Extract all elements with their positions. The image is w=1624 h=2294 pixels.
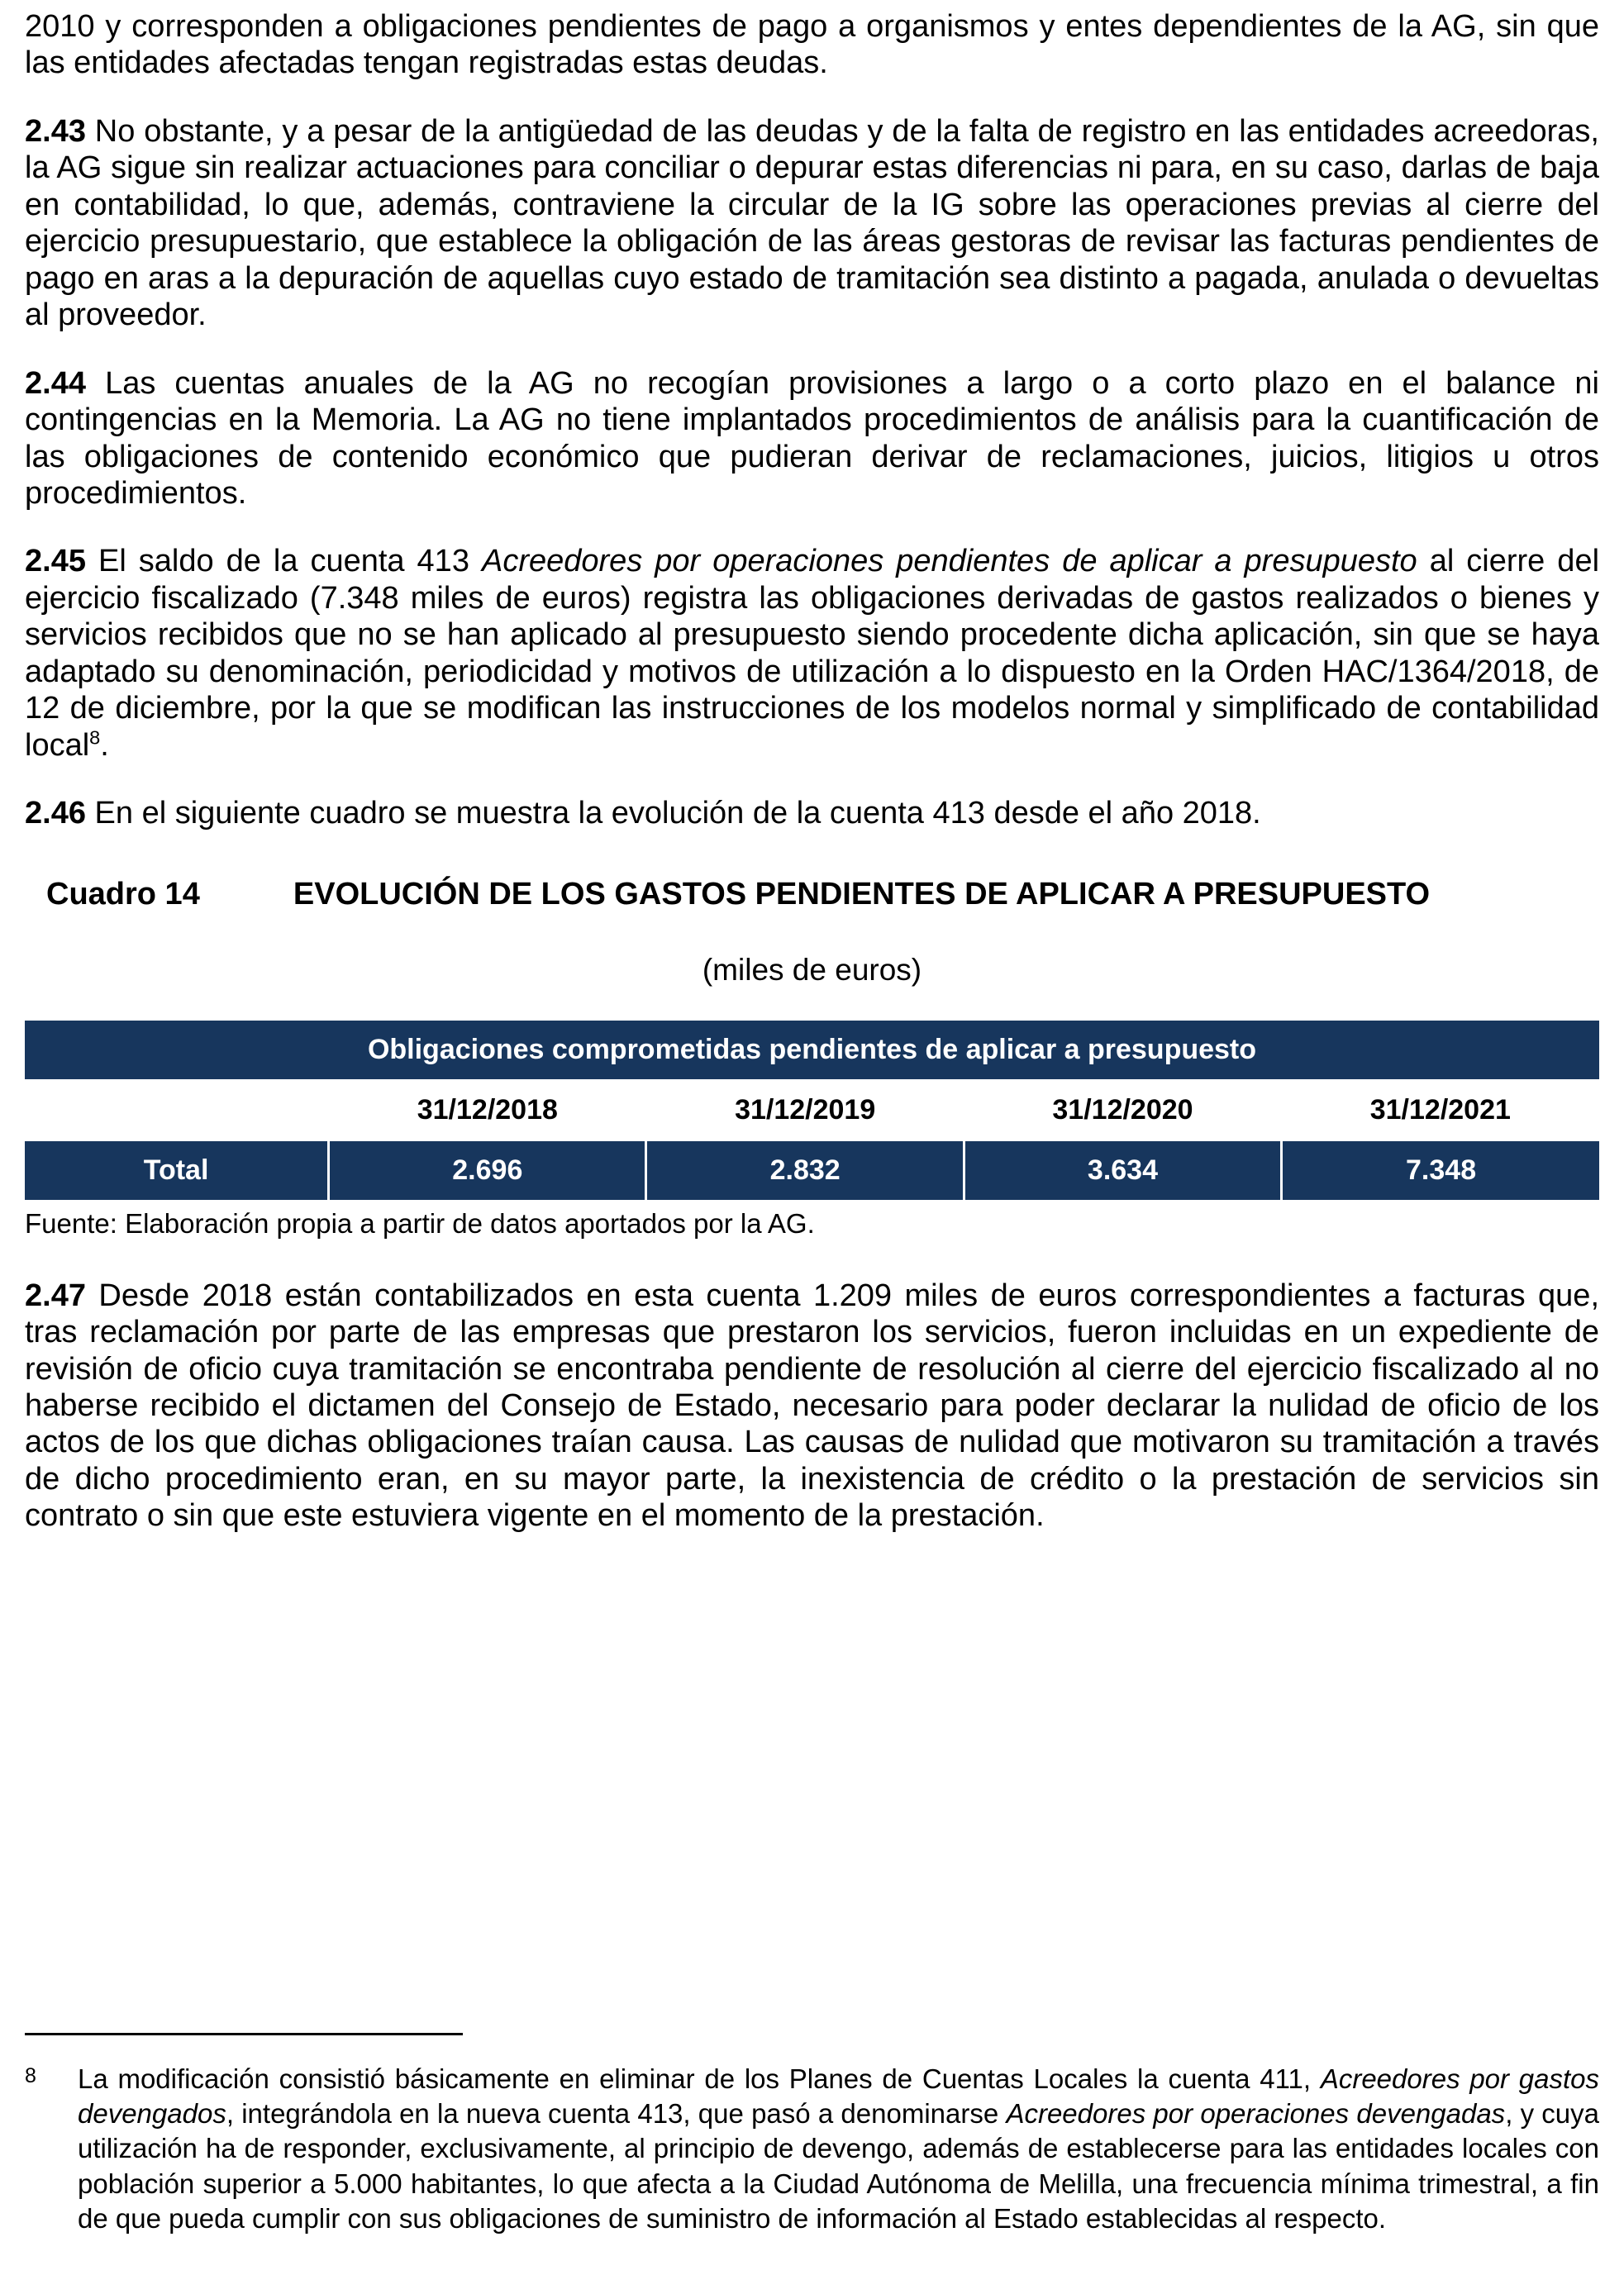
italic-account-term: Acreedores por operaciones devengadas: [1006, 2098, 1506, 2130]
paragraph-number: 2.44: [25, 365, 86, 401]
italic-account-term: Acreedores por operaciones pendientes de aplicar a presupuesto: [481, 544, 1417, 579]
paragraph-text: 2010 y corresponden a obligaciones pendientes de pago a organismos y entes dependientes de la AG, sin que las entidades afectadas tengan registradas estas deudas.: [25, 9, 1599, 81]
caption-title: EVOLUCIÓN DE LOS GASTOS PENDIENTES DE APLICAR A PRESUPUESTO: [293, 876, 1431, 911]
units-label: (miles de euros): [702, 952, 922, 987]
column-header-cell: 31/12/2020: [964, 1079, 1281, 1141]
footnote-number: 8: [25, 2063, 36, 2087]
column-header-cell: 31/12/2019: [646, 1079, 964, 1141]
table-caption: [25, 877, 1599, 915]
footnote-ref-8: 8: [89, 726, 101, 749]
paragraph-text: al cierre del ejercicio fiscalizado (7.348 miles de euros) registra las obligaciones derivadas de gastos realizados o bienes y servicios recibidos que no se han aplicado al presupuesto siendo procedente dicha aplicación, sin que se haya adaptado su denominación, periodicidad y motivos de utilización a lo dispuesto en la Orden HAC/1364/2018, de 12 de diciembre, por la que se modifican las instrucciones de los modelos normal y simplificado de contabilidad local: [25, 544, 1600, 763]
footnote: [25, 2033, 1599, 2236]
value-cell: 7.348: [1282, 1141, 1599, 1200]
value-cell: 3.634: [964, 1141, 1281, 1200]
paragraph-number: 2.46: [25, 796, 86, 831]
paragraph-text: En el siguiente cuadro se muestra la evolución de la cuenta 413 desde el año 2018.: [85, 796, 1261, 831]
table-source: Fuente: Elaboración propia a partir de datos aportados por la AG.: [25, 1207, 815, 1239]
paragraph-text: .: [100, 727, 109, 763]
empty-corner-cell: [25, 1079, 329, 1141]
paragraph-2-47: [25, 1278, 1599, 1535]
caption-label: Cuadro 14: [46, 876, 200, 911]
column-header-cell: 31/12/2021: [1282, 1079, 1599, 1141]
value-cell: 2.696: [329, 1141, 646, 1200]
paragraph-2-45: [25, 543, 1599, 764]
footnote-text: [78, 2062, 1599, 2236]
italic-account-term: Acreedores por gastos devengados: [78, 2063, 1599, 2130]
column-headers-row: [25, 1079, 1599, 1141]
value-cell: 2.832: [646, 1141, 964, 1200]
paragraph-number: 2.47: [25, 1278, 86, 1313]
blank-space: [25, 1566, 1599, 2000]
paragraph-2-43: [25, 113, 1599, 334]
footnote-separator: [25, 2033, 463, 2035]
total-row: [25, 1141, 1599, 1200]
paragraph-number: 2.43: [25, 113, 86, 149]
paragraph-2-44: [25, 365, 1599, 512]
paragraph-2-46: [25, 795, 1599, 831]
table-header-cell: Obligaciones comprometidas pendientes de aplicar a presupuesto: [25, 1021, 1599, 1079]
footnote-text-part: , integrándola en la nueva cuenta 413, que pasó a denominarse: [226, 2098, 1007, 2130]
paragraph-text: El saldo de la cuenta 413: [85, 544, 482, 579]
paragraph-number: 2.45: [25, 544, 86, 579]
paragraph-text: Desde 2018 están contabilizados en esta cuenta 1.209 miles de euros correspondientes a facturas que, tras reclamación por parte de las empresas que prestaron los servicios, fueron incluidas en un expediente de revisión de oficio cuya tramitación se encontraba pendiente de resolución al cierre del ejercicio fiscalizado al no haberse recibido el dictamen del Consejo de Estado, necesario para poder declarar la nulidad de oficio de los actos de los que dichas obligaciones traían causa. Las causas de nulidad que motivaron su tramitación a través de dicho procedimiento eran, en su mayor parte, la inexistencia de crédito o la prestación de servicios sin contrato o sin que este estuviera vigente en el momento de la prestación.: [25, 1278, 1599, 1534]
footnote-text-part: , y cuya utilización ha de responder, exclusivamente, al principio de devengo, además de establecerse para las entidades locales con población superior a 5.000 habitantes, lo que afecta a la Ciudad Autónoma de Melilla, una frecuencia mínima trimestral, a fin de que pueda cumplir con sus obligaciones de suministro de información al Estado establecidas al respecto.: [78, 2098, 1600, 2234]
column-header-cell: 31/12/2018: [329, 1079, 646, 1141]
footnote-text-part: La modificación consistió básicamente en eliminar de los Planes de Cuentas Locales la cuenta 411,: [78, 2063, 1321, 2094]
paragraph-text: No obstante, y a pesar de la antigüedad de las deudas y de la falta de registro en las entidades acreedoras, la AG sigue sin realizar actuaciones para conciliar o depurar estas diferencias ni para, en su caso, darlas de baja en contabilidad, lo que, además, contraviene la circular de la IG sobre las operaciones previas al cierre del ejercicio presupuestario, que establece la obligación de las áreas gestoras de revisar las facturas pendientes de pago en aras a la depuración de aquellas cuyo estado de tramitación sea distinto a pagada, anulada o devueltas al proveedor.: [25, 113, 1599, 333]
table-header-row: [25, 1021, 1599, 1079]
continued-paragraph: [25, 8, 1599, 82]
row-label-cell: Total: [25, 1141, 329, 1200]
summary-table: [25, 1021, 1599, 1200]
paragraph-text: Las cuentas anuales de la AG no recogían provisiones a largo o a corto plazo en el balance ni contingencias en la Memoria. La AG no tiene implantados procedimientos de análisis para la cuantificación de las obligaciones de contenido económico que pudieran derivar de reclamaciones, juicios, litigios u otros procedimientos.: [25, 365, 1599, 511]
